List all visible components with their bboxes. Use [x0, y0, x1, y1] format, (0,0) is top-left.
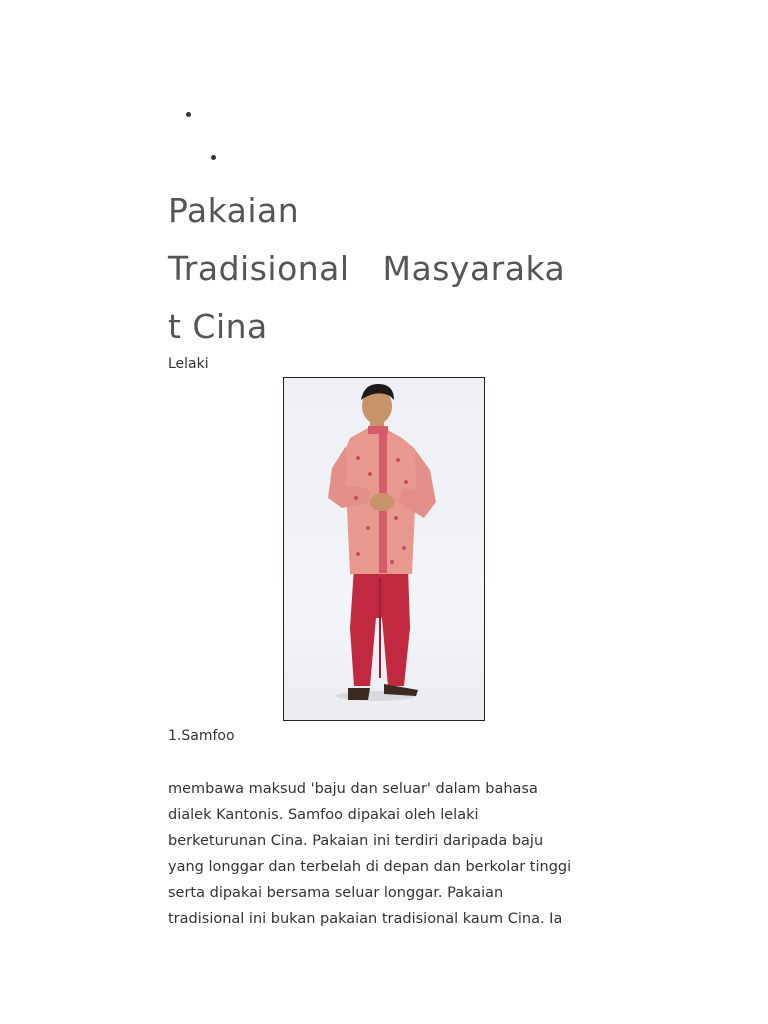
bullet-point — [211, 155, 216, 160]
body-line: berketurunan Cina. Pakaian ini terdiri daripada baju — [168, 833, 544, 849]
figure-caption: 1.Samfoo — [168, 728, 235, 744]
body-line: yang longgar dan terbelah di depan dan berkolar tinggi — [168, 859, 572, 875]
title-line: Pakaian — [168, 191, 300, 230]
body-line: tradisional ini bukan pakaian tradisional kaum Cina. Ia — [168, 911, 563, 927]
samfoo-photo — [283, 377, 485, 721]
page-title — [168, 182, 598, 356]
section-subheading: Lelaki — [168, 356, 209, 372]
body-line: membawa maksud 'baju dan seluar' dalam bahasa — [168, 781, 538, 797]
bullet-point — [186, 112, 191, 117]
body-paragraph — [168, 776, 608, 932]
title-line: Tradisional Masyaraka — [168, 249, 566, 288]
body-line: dialek Kantonis. Samfoo dipakai oleh lelaki — [168, 807, 479, 823]
body-line: serta dipakai bersama seluar longgar. Pakaian — [168, 885, 504, 901]
man-in-samfoo-illustration — [284, 378, 484, 720]
title-line: t Cina — [168, 307, 268, 346]
